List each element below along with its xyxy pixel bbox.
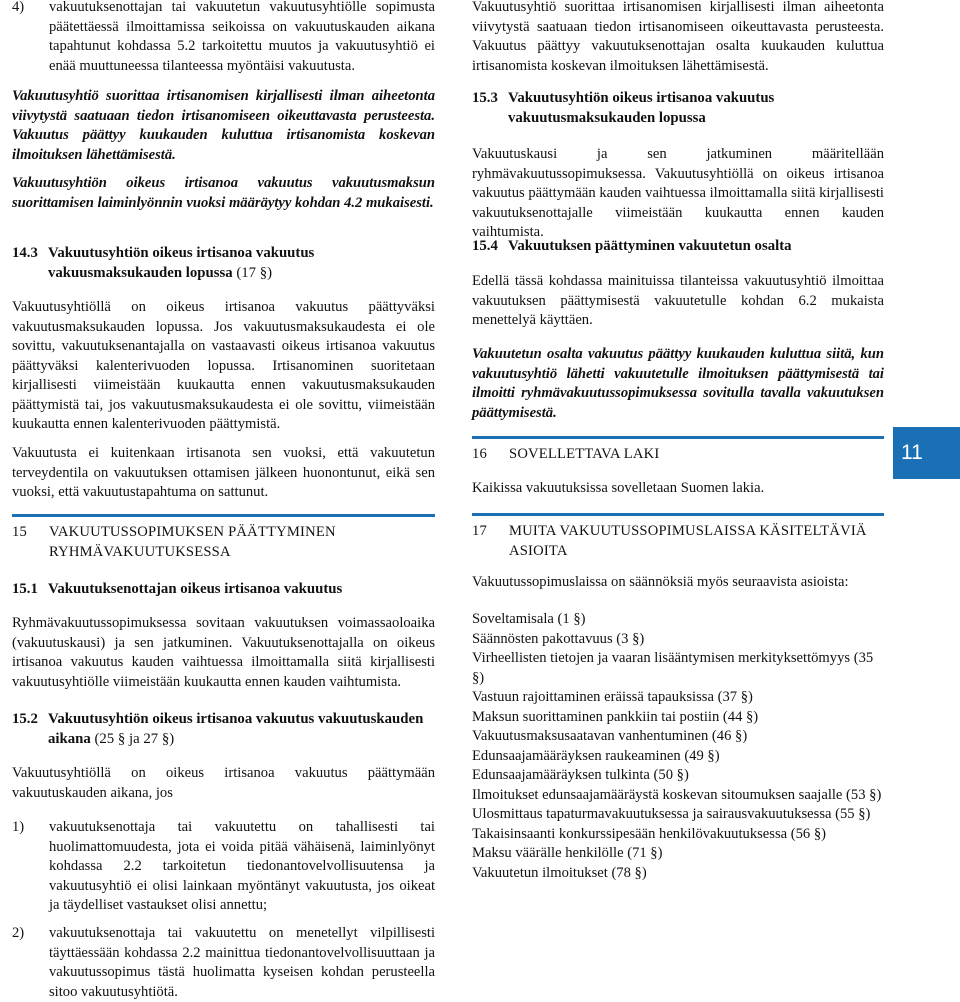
- subsection-title: [48, 710, 435, 749]
- subsection-number: 15.4: [472, 238, 498, 254]
- list-item-2: [12, 924, 435, 1002]
- provision-list-item: Säännösten pakottavuus (3 §): [472, 630, 645, 647]
- subsection-title-text: Vakuutusyhtiön oikeus irtisanoa vakuutus vakuusmaksukauden lopussa: [48, 245, 315, 281]
- provision-list-item: Vakuutetun ilmoitukset (78 §): [472, 864, 647, 881]
- section-heading-15: [12, 514, 435, 562]
- paragraph: Vakuutuskausi ja sen jatkuminen määritellään ryhmävakuutussopimuksessa. Vakuutusyhtiöllä on oikeus irtisanoa vakuutus päättymään kauden vaihtuessa ilmoittamalla siitä kirjallisesti vakuutuksenottajalle viimeistään kuukautta ennen kauden vaihtumista.: [472, 146, 884, 240]
- provision-list-item: Edunsaajamääräyksen raukeaminen (49 §): [472, 747, 720, 764]
- provision-list-item: Vakuutusmaksusaatavan vanhentuminen (46 §): [472, 728, 748, 744]
- paragraph: Vakuutusyhtiöllä on oikeus irtisanoa vakuutus päättymään vakuutuskauden aikana, jos: [12, 765, 435, 801]
- subsection-title-ref: (17 §): [232, 264, 273, 281]
- paragraph: Vakuutusyhtiöllä on oikeus irtisanoa vakuutus päättyväksi vakuutusmaksukauden lopussa. Jos vakuutusmaksukaudesta ei ole sovittu, vakuutuksenantajalla on vastaavasti oikeus irtisanoa vakuutus päättyväksi kalenterivuoden lopussa. Irtisanominen suoritetaan kirjallisesti viimeistään kuukautta ennen vakuutusmaksukauden päättymistä tai, jos vakuutusmaksukaudesta ei ole sovittu, viimeistään kuukautta ennen kalenterivuoden päättymistä.: [12, 299, 435, 432]
- subsection-heading-14-3: [12, 244, 435, 283]
- section-title: MUITA VAKUUTUSSOPIMUSLAISSA KÄSITELTÄVIÄ ASIOITA: [509, 523, 867, 559]
- paragraph: Edellä tässä kohdassa mainituissa tilanteissa vakuutusyhtiö ilmoittaa vakuutuksen päättymisestä vakuutetulle kohdan 6.2 mukaista menettelyä käyttäen.: [472, 273, 884, 328]
- section-heading-17: [472, 513, 884, 561]
- subsection-number: 14.3: [12, 245, 38, 261]
- section-number: 16: [472, 446, 487, 462]
- list-item-text: vakuutuksenottajan tai vakuutetun vakuutusyhtiölle sopimusta päätettäessä ilmoittamissa seikoissa on vakuutuskauden aikana tapahtunut kohdassa 5.2 tarkoitettu muutos ja vakuutusyhtiö ei enää muuttuneessa tilanteessa myöntäisi vakuutusta.: [49, 0, 435, 74]
- list-item-1: [12, 818, 435, 916]
- provision-list-item: Ilmoitukset edunsaajamääräystä koskevan sitoumuksen saajalle (53 §): [472, 786, 882, 803]
- provision-list-item: Ulosmittaus tapaturmavakuutuksessa ja sairausvakuutuksessa (55 §): [472, 806, 871, 822]
- page-number: 11: [901, 441, 923, 465]
- section-number: 15: [12, 524, 27, 540]
- italic-paragraph: Vakuutetun osalta vakuutus päättyy kuukauden kuluttua siitä, kun vakuutusyhtiö lähetti vakuutetulle ilmoituksen päättymisestä tai ilmoitti ryhmävakuutussopimuksessa sovitulla tavalla vakuutuksen päättymisestä.: [472, 346, 884, 421]
- list-item-4: [12, 0, 435, 76]
- subsection-heading-15-4: [472, 237, 884, 257]
- subsection-title: Vakuutuksenottajan oikeus irtisanoa vakuutus: [48, 581, 343, 597]
- section-heading-16: [472, 436, 884, 465]
- provision-list-item: Takaisinsaanti konkurssipesään henkilövakuutuksessa (56 §): [472, 825, 827, 842]
- list-item-number: 2): [12, 925, 25, 941]
- paragraph: Ryhmävakuutussopimuksessa sovitaan vakuutuksen voimassaoloaika (vakuutuskausi) ja sen jatkuminen. Vakuutuksenottajalla on oikeus irtisanoa vakuutus kauden vaihtuessa ilmoittamalla siitä kirjallisesti vakuutusyhtiölle viimeistään kuukautta ennen kauden vaihtumista.: [12, 615, 435, 690]
- paragraph: Vakuutusta ei kuitenkaan irtisanota sen vuoksi, että vakuutetun terveydentila on vakuutuksen ottamisen jälkeen huonontunut, eikä sen vuoksi, että vakuutustapahtuma on sattunut.: [12, 445, 435, 500]
- provision-list-item: Maksun suorittaminen pankkiin tai postiin (44 §): [472, 708, 759, 725]
- section-number: 17: [472, 523, 487, 539]
- subsection-title-text: Vakuutusyhtiön oikeus irtisanoa vakuutus vakuutuskauden aikana: [48, 711, 424, 747]
- paragraph: Kaikissa vakuutuksissa sovelletaan Suomen lakia.: [472, 480, 765, 496]
- subsection-number: 15.3: [472, 90, 498, 106]
- italic-paragraph: Vakuutusyhtiön oikeus irtisanoa vakuutus vakuutusmaksun suorittamisen laiminlyönnin vuoksi määräytyy kohdan 4.2 mukaisesti.: [12, 175, 435, 211]
- paragraph: Vakuutussopimuslaissa on säännöksiä myös seuraavista asioista:: [472, 574, 849, 590]
- provision-list-item: Soveltamisala (1 §): [472, 611, 586, 627]
- page-number-badge: [893, 427, 960, 479]
- italic-paragraph: Vakuutusyhtiö suorittaa irtisanomisen kirjallisesti ilman aiheetonta viivytystä saatuaan tiedon irtisanomiseen oikeuttavasta perusteesta. Vakuutus päättyy kuukauden kuluttua irtisanomista koskevan ilmoituksen lähettämisestä.: [12, 88, 435, 163]
- list-item-number: 4): [12, 0, 25, 15]
- provisions-list: [472, 610, 884, 883]
- list-item-text: vakuutuksenottaja tai vakuutettu on tahallisesti tai huolimattomuudesta, jota ei voida pitää vähäisenä, laiminlyönyt kohdassa 2.2 tarkoitetun tiedonantovelvollisuutensa ja vakuutusyhtiö ei olisi lainkaan myöntänyt vakuutusta, jos oikeat ja täydelliset vastaukset olisi annettu;: [49, 819, 435, 913]
- subsection-title: Vakuutuksen päättyminen vakuutetun osalta: [508, 238, 792, 254]
- subsection-title: [48, 244, 435, 283]
- subsection-title: Vakuutusyhtiön oikeus irtisanoa vakuutus vakuutusmaksukauden lopussa: [508, 90, 775, 126]
- subsection-heading-15-1: [12, 580, 435, 600]
- subsection-number: 15.1: [12, 581, 38, 597]
- list-item-text: vakuutuksenottaja tai vakuutettu on menetellyt vilpillisesti täyttäessään kohdassa 2.2 mainittua tiedonantovelvollisuuttaan ja vakuutussopimus tästä huolimatta kyseisen kohdan perusteella sitoo vakuutusyhtiötä.: [49, 925, 435, 1000]
- section-title: VAKUUTUSSOPIMUKSEN PÄÄTTYMINEN RYHMÄVAKUUTUKSESSA: [49, 524, 336, 560]
- subsection-number: 15.2: [12, 711, 38, 727]
- provision-list-item: Virheellisten tietojen ja vaaran lisääntymisen merkityksettömyys (35 §): [472, 650, 874, 686]
- paragraph: Vakuutusyhtiö suorittaa irtisanomisen kirjallisesti ilman aiheetonta viivytystä saatuaan tiedon irtisanomiseen oikeuttavasta perusteesta. Vakuutus päättyy vakuutuksenottajan osalta kuukauden kuluttua irtisanomista koskevan ilmoituksen lähettämisestä.: [472, 0, 884, 74]
- section-title: SOVELLETTAVA LAKI: [509, 446, 660, 462]
- provision-list-item: Maksu väärälle henkilölle (71 §): [472, 845, 663, 861]
- subsection-heading-15-2: [12, 710, 435, 749]
- subsection-title-ref: (25 § ja 27 §): [90, 730, 175, 747]
- provision-list-item: Vastuun rajoittaminen eräissä tapauksissa (37 §): [472, 689, 753, 705]
- subsection-heading-15-3: [472, 89, 884, 128]
- list-item-number: 1): [12, 819, 25, 835]
- provision-list-item: Edunsaajamääräyksen tulkinta (50 §): [472, 767, 689, 783]
